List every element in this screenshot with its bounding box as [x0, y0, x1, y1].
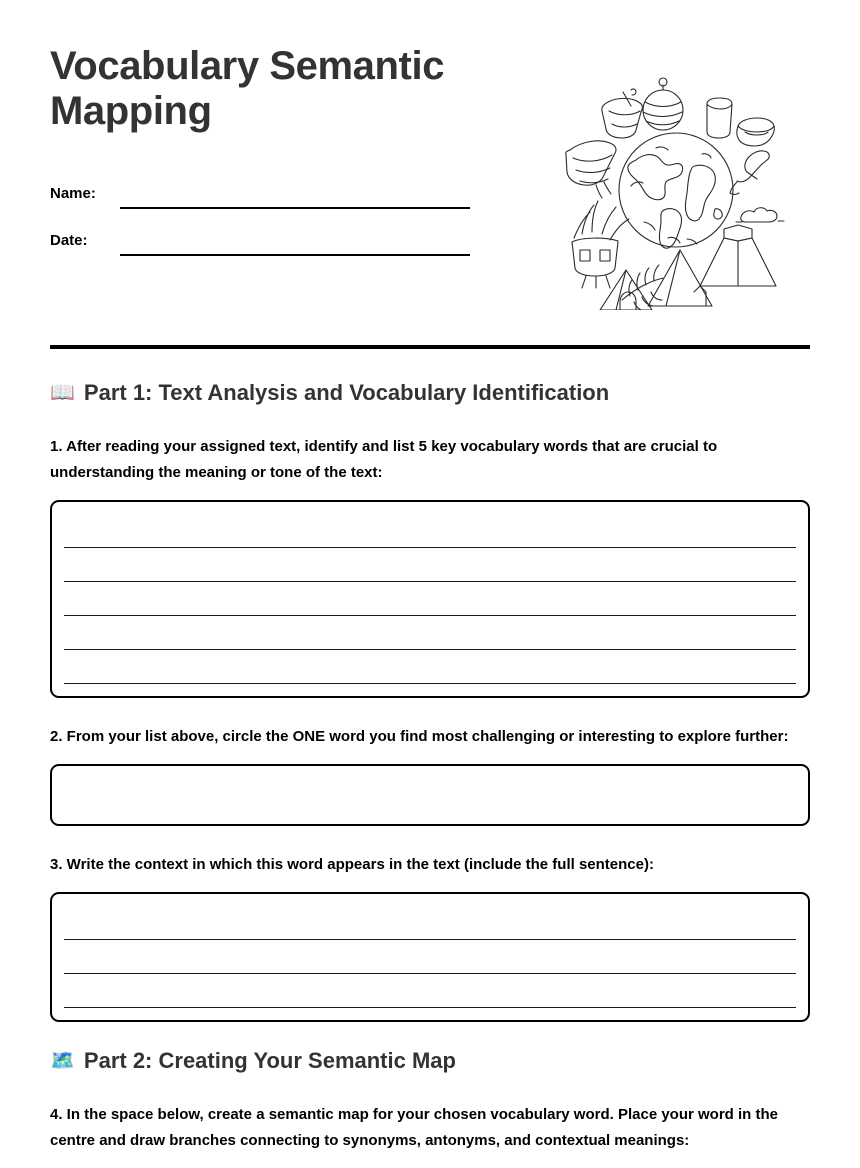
header-divider [50, 345, 810, 349]
section-heading-part-2-label: Part 2: Creating Your Semantic Map [83, 1047, 456, 1073]
rule-line [64, 940, 796, 974]
potted-plant-object [572, 201, 629, 288]
cloud-object [736, 208, 784, 222]
name-field-row [50, 162, 470, 209]
student-fields [50, 162, 470, 256]
question-1-text: 1. After reading your assigned text, identify and list 5 key vocabulary words that are crucial to understanding the meaning or tone of the text: [50, 438, 718, 482]
question-4-text: 4. In the space below, create a semantic map for your chosen vocabulary word. Place your word in the centre and draw branches connecting to synonyms, antonyms, and contextual meanings: [50, 1105, 778, 1149]
horn-object [730, 151, 769, 195]
section-heading-part-1-label: Part 1: Text Analysis and Vocabulary Identification [83, 380, 610, 405]
leaf-object [622, 265, 664, 310]
rule-line [64, 974, 796, 1008]
pyramid-object [648, 250, 712, 306]
answer-box-question-1[interactable] [50, 500, 810, 698]
rule-line [64, 906, 796, 940]
date-input-line[interactable] [120, 228, 470, 256]
page-title: Vocabulary Semantic Mapping [50, 44, 445, 133]
cup-object [707, 98, 732, 138]
question-2-text: 2. From your list above, circle the ONE word you find most challenging or interesting to explore further: [50, 727, 789, 745]
globe-illustration [552, 62, 800, 310]
name-label: Name: [50, 184, 96, 202]
rule-line [64, 514, 796, 548]
drum-object [602, 89, 643, 138]
globe-outline [619, 133, 733, 247]
answer-box-question-3[interactable] [50, 892, 810, 1022]
rule-line [64, 650, 796, 684]
name-input-line[interactable] [120, 181, 470, 209]
worksheet-header [0, 0, 860, 330]
section-heading-part-1 [50, 380, 810, 406]
rule-line [64, 616, 796, 650]
worksheet-body [50, 380, 810, 1168]
basket-object [566, 141, 616, 198]
pyramid-small-object [600, 270, 652, 310]
date-label: Date: [50, 231, 88, 249]
section-heading-part-2 [50, 1048, 810, 1074]
answer-box-question-2[interactable] [50, 764, 810, 826]
ornament-object [643, 78, 683, 130]
open-book-icon: 📖 [50, 382, 75, 405]
date-field-row [50, 209, 470, 256]
world-map-icon: 🗺️ [50, 1049, 75, 1072]
question-3-text: 3. Write the context in which this word appears in the text (include the full sentence): [50, 855, 654, 873]
rule-line [64, 582, 796, 616]
rule-line [64, 548, 796, 582]
bowl-object [737, 118, 774, 146]
